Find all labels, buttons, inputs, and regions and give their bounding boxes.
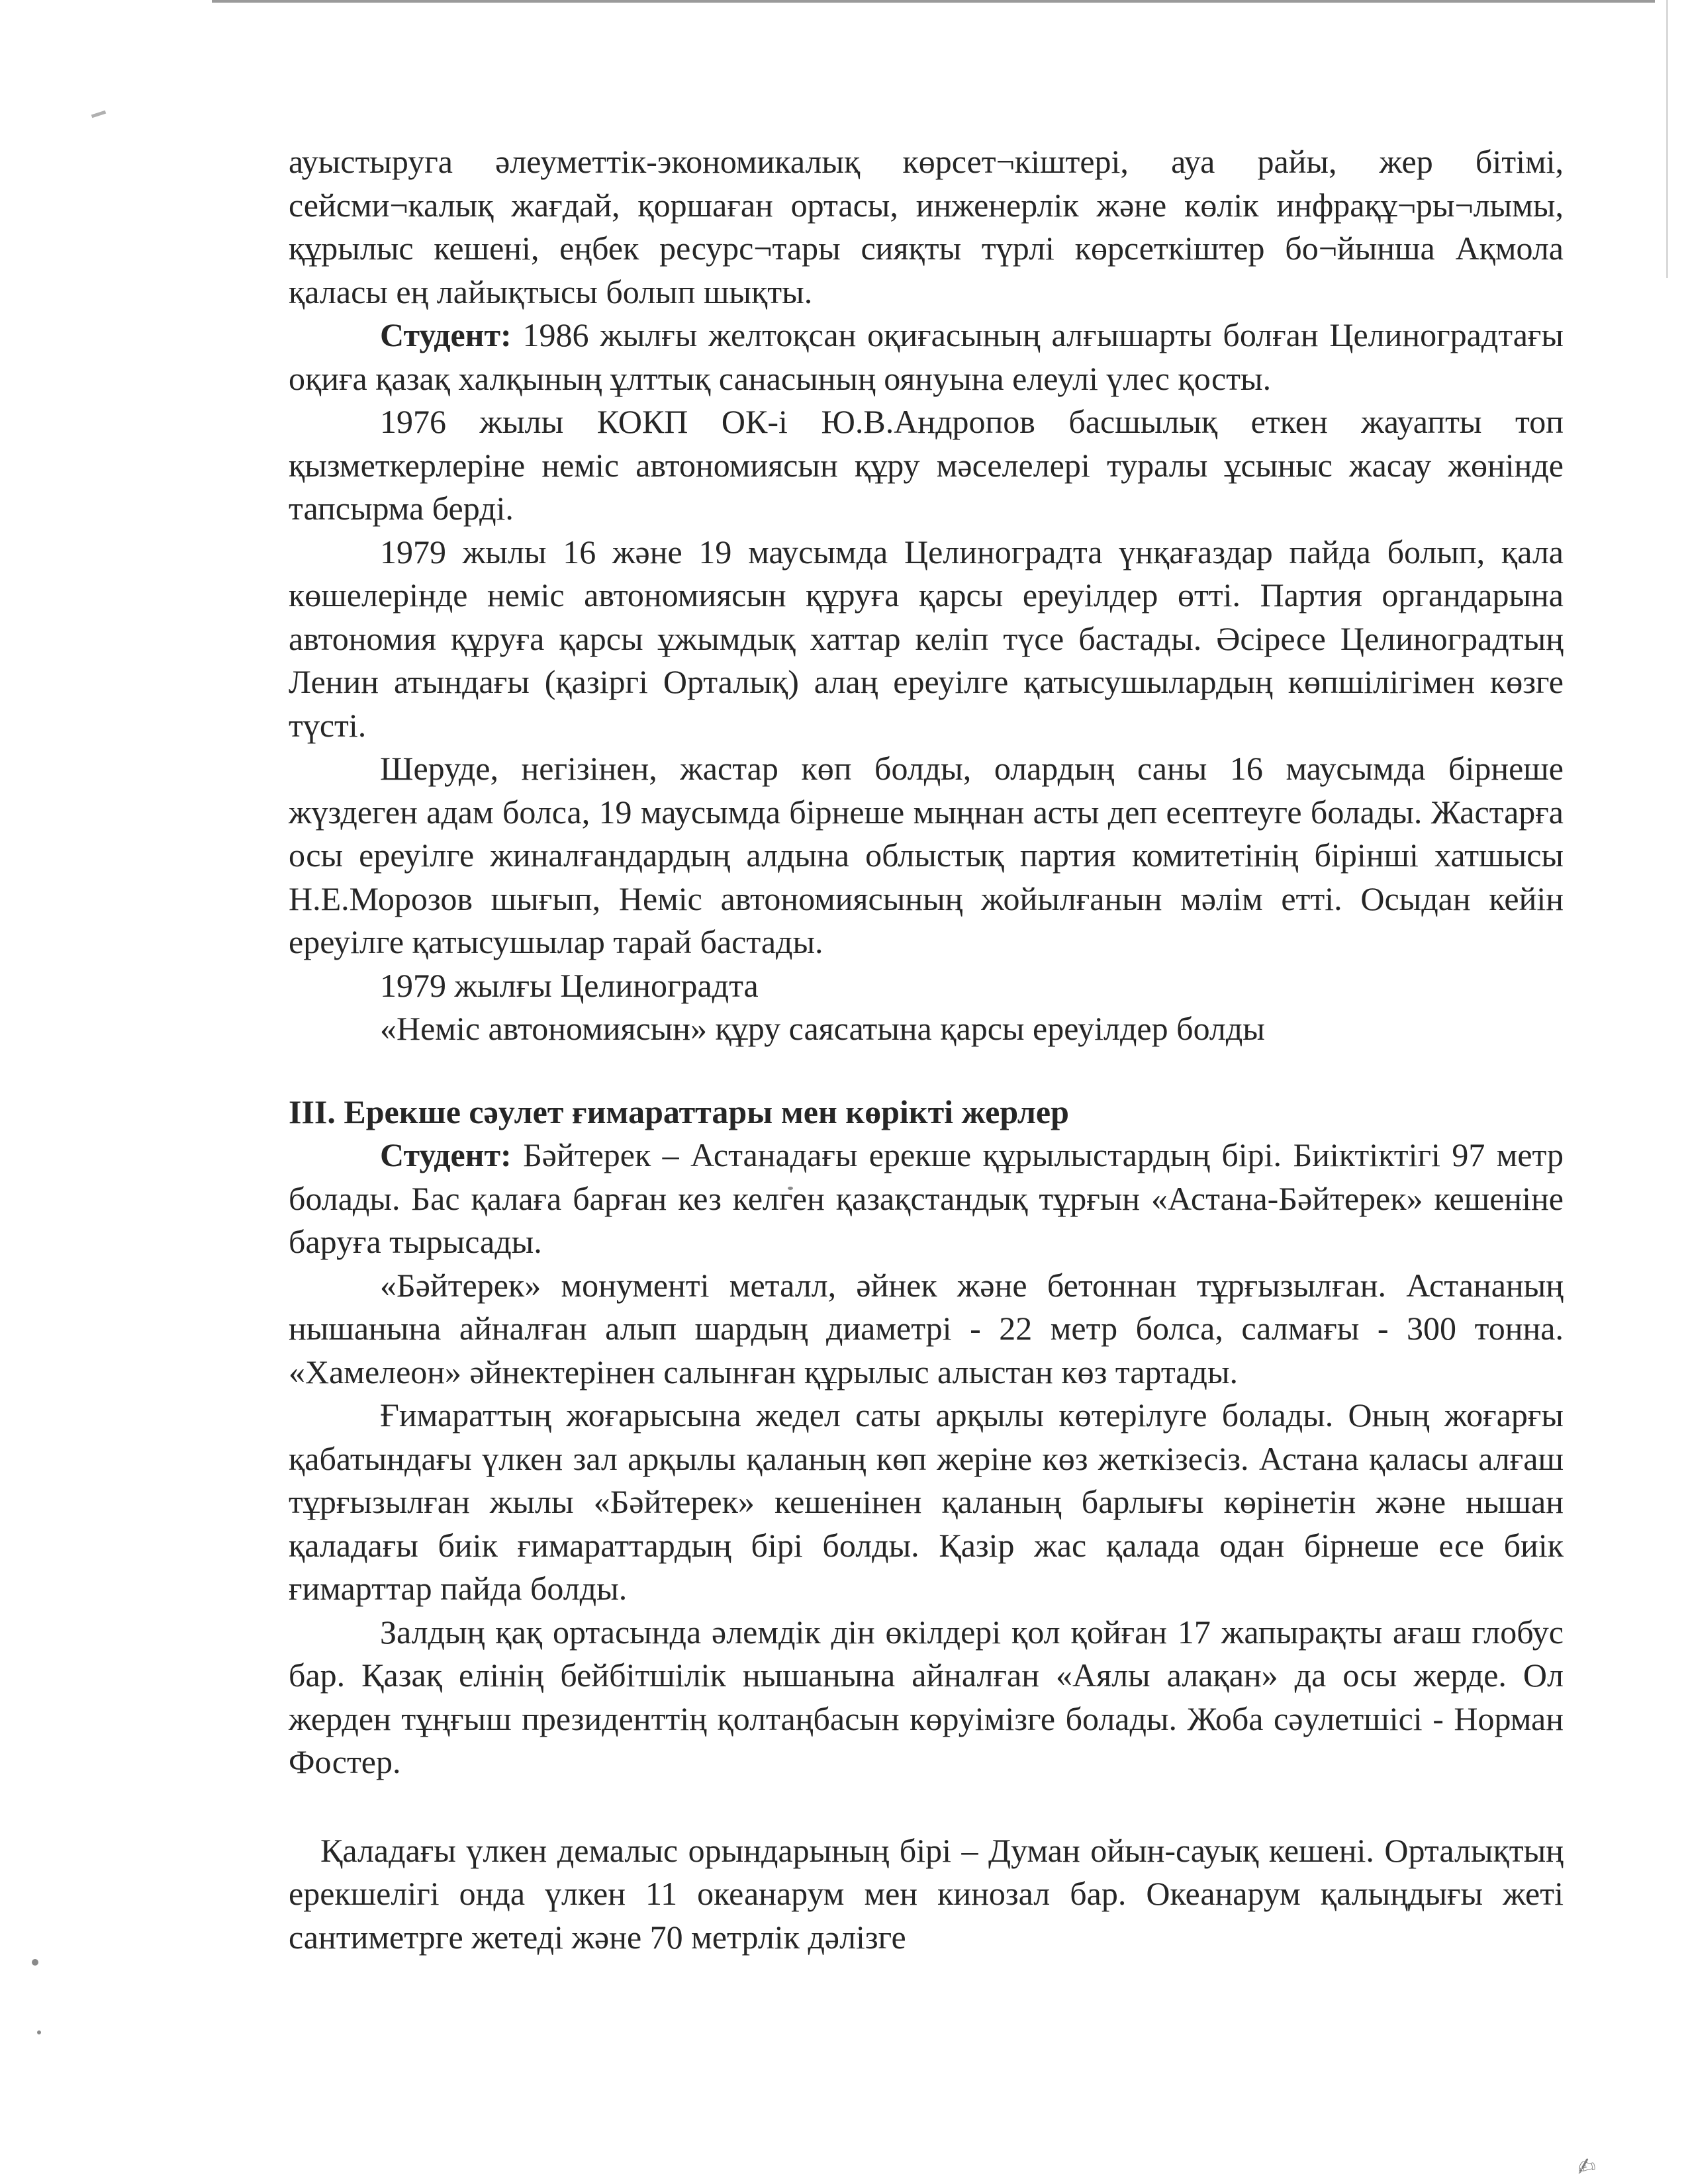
speaker-label: Студент: [380, 1136, 512, 1173]
paragraph-10: Қаладағы үлкен демалыс орындарының бірі – Думан ойын-сауық кешені. Орталықтың ерекшелігі онда үлкен 11 океанарум мен кинозал бар. Океанарум қалыңдығы жеті сантиметрге жетеді және 70 метрлік дәлізге [289, 1831, 1564, 1956]
corner-scribble: ✍ [1573, 2152, 1598, 2182]
paragraph-7: «Бәйтерек» монументі металл, әйнек және бетоннан тұрғызылған. Астананың нышанына айналған алып шардың диаметрі - 22 метр болса, салмағы - 300 тонна. «Хамелеон» әйнектерінен салынған құрылыс алыстан көз тартады. [289, 1266, 1564, 1390]
margin-mark [91, 111, 106, 118]
section-heading: III. Ерекше сәулет ғимараттары мен көрікті жерлер [289, 1093, 1069, 1130]
caption-line-1: 1979 жылғы Целиноградта [380, 966, 759, 1004]
paragraph-1: ауыстыруга әлеуметтік-экономикалық көрсет¬кіштері, ауа райы, жер бітімі, сейсми¬калық жағдай, қоршаған ортасы, инженерлік және көлік инфрақұ¬ры¬лымы, құрылыс кешені, еңбек ресурс¬тары сияқты түрлі көрсеткіштер бо¬йынша Ақмола қаласы ең лайықтысы болып шықты. [289, 143, 1564, 310]
paragraph-text: 1986 жылғы желтоқсан оқиғасының алғышарты болған Целиноградтағы оқиға қазақ халқының ұлттық санасының оянуына елеулі үлес қосты. [289, 316, 1564, 397]
paragraph-3: 1976 жылы КОКП ОК-і Ю.В.Андропов басшылық еткен жауапты топ қызметкерлеріне неміс автономиясын құру мәселелері туралы ұсыныс жасау жөнінде тапсырма берді. [289, 403, 1564, 527]
paragraph-6 [289, 1134, 1564, 1264]
scan-speck [32, 1959, 38, 1966]
paragraph-9: Залдың қақ ортасында әлемдік дін өкілдері қол қойған 17 жапырақты ағаш глобус бар. Қазақ елінің бейбітшілік нышанына айналған «Аялы алақан» да осы жерде. Ол жерден тұңғыш президенттің қолтаңбасын көруімізге болады. Жоба сәулетшісі - Норман Фостер. [289, 1613, 1564, 1780]
document-body [289, 140, 1564, 1959]
paragraph-text: Бәйтерек – Астанадағы ерекше құрылыстардың бірі. Биіктіктігі 97 метр болады. Бас қалаға барған кез келген қазақстандық тұрғын «Астана-Бәйтерек» кешеніне баруға тырысады. [289, 1136, 1564, 1260]
scan-border-right [1666, 0, 1668, 278]
scan-speck [37, 2030, 41, 2034]
scan-border-top [212, 0, 1655, 3]
paragraph-8: Ғимараттың жоғарысына жедел саты арқылы көтерілуге болады. Оның жоғарғы қабатындағы үлкен зал арқылы қаланың көп жеріне көз жеткізесіз. Астана қаласы алғаш тұрғызылған жылы «Бәйтерек» кешенінен қаланың барлығы көрінетін және нышан қаладағы биік ғимараттардың бірі болды. Қазір жас қалада одан бірнеше есе биік ғимарттар пайда болды. [289, 1396, 1564, 1607]
paragraph-2 [289, 314, 1564, 400]
paragraph-4: 1979 жылы 16 және 19 маусымда Целиноградта үнқағаздар пайда болып, қала көшелерінде неміс автономиясын құруға қарсы ереуілдер өтті. Партия органдарына автономия құруға қарсы ұжымдық хаттар келіп түсе бастады. Әсіресе Целиноградтың Ленин атындағы (қазіргі Орталық) алаң ереуілге қатысушылардың көпшілігімен көзге түсті. [289, 533, 1564, 744]
caption-line-2: «Неміс автономиясын» құру саясатына қарсы ереуілдер болды [380, 1010, 1265, 1047]
paragraph-5: Шеруде, негізінен, жастар көп болды, олардың саны 16 маусымда бірнеше жүздеген адам болса, 19 маусымда бірнеше мыңнан асты деп есептеуге болады. Жастарға осы ереуілге жиналғандардың алдына облыстық партия комитетінің бірінші хатшысы Н.Е.Морозов шығып, Неміс автономиясының жойылғанын мәлім етті. Осыдан кейін ереуілге қатысушылар тарай бастады. [289, 750, 1564, 960]
speaker-label: Студент: [380, 316, 512, 353]
